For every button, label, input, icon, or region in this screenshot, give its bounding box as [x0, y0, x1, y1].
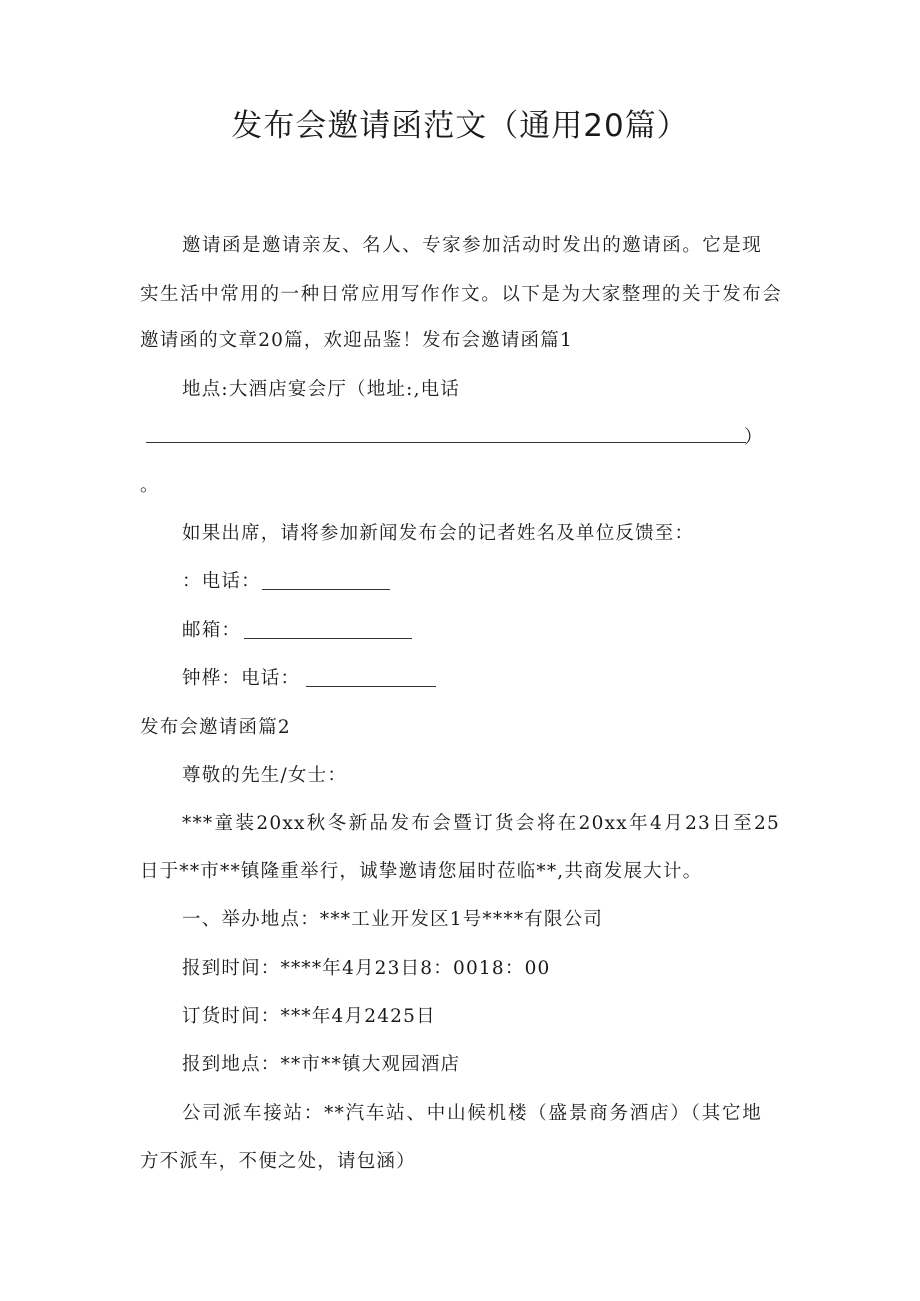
email-blank-line — [244, 638, 412, 639]
section-2-heading: 发布会邀请函篇2 — [140, 717, 291, 738]
venue-close-paren: ） — [744, 427, 764, 448]
intro-line-2: 实生活中常用的一种日常应用写作作文。以下是为大家整理的关于发布会 — [140, 284, 782, 305]
body-line-1: ***童装20xx秋冬新品发布会暨订货会将在20xx年4月23日至25 — [182, 813, 780, 834]
salutation: 尊敬的先生/女士： — [182, 765, 348, 786]
item-checkin-place: 报到地点：**市**镇大观园酒店 — [182, 1054, 461, 1075]
item-shuttle-line-1: 公司派车接站：**汽车站、中山候机楼（盛景商务酒店）（其它地 — [182, 1103, 762, 1124]
intro-line-1: 邀请函是邀请亲友、名人、专家参加活动时发出的邀请函。它是现 — [182, 235, 762, 256]
item-checkin-time: 报到时间：****年4月23日8：0018：00 — [182, 958, 551, 979]
phone-label: ：电话： — [182, 571, 261, 592]
phone-blank-line — [262, 589, 390, 590]
item-order-time: 订货时间：***年4月2425日 — [182, 1006, 436, 1027]
address-blank-line — [146, 442, 746, 443]
venue-period: 。 — [140, 475, 160, 496]
rsvp-instruction: 如果出席，请将参加新闻发布会的记者姓名及单位反馈至： — [182, 523, 695, 544]
item-venue: 一、举办地点：***工业开发区1号****有限公司 — [182, 909, 604, 930]
venue-line: 地点:大酒店宴会厅（地址:,电话 — [182, 379, 461, 400]
contact-label: 钟桦：电话： — [182, 668, 301, 689]
body-line-2: 日于**市**镇隆重举行，诚挚邀请您届时莅临**,共商发展大计。 — [140, 861, 703, 882]
document-title: 发布会邀请函范文（通用20篇） — [231, 108, 689, 144]
intro-line-3: 邀请函的文章20篇，欢迎品鉴！发布会邀请函篇1 — [140, 330, 573, 351]
contact-phone-blank-line — [306, 686, 436, 687]
item-shuttle-line-2: 方不派车，不便之处，请包涵） — [140, 1151, 416, 1172]
email-label: 邮箱： — [182, 620, 242, 641]
